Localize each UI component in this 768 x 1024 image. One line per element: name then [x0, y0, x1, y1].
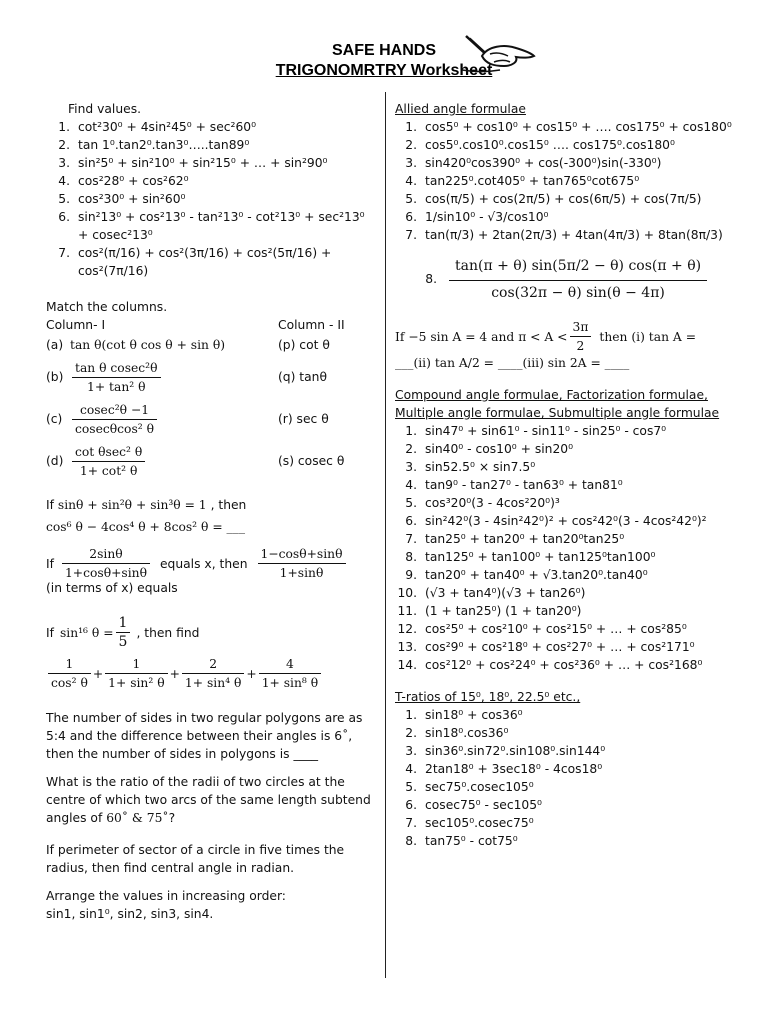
item-text: sin²5⁰ + sin²10⁰ + sin²15⁰ + … + sin²90⁰ [78, 156, 328, 170]
list-item [46, 172, 376, 190]
item-text: tan 1⁰.tan2⁰.tan3⁰…..tan89⁰ [78, 138, 250, 152]
item-text: cos²(π/16) + cos²(3π/16) + cos²(5π/16) + cos²(7π/16) [78, 246, 332, 278]
question-sin-sum: If sinθ + sin²θ + sin³θ = 1 , then [46, 498, 247, 512]
allied-section-title: Allied angle formulae [395, 102, 526, 116]
question-arrange-line2: sin1, sin1⁰, sin2, sin3, sin4. [46, 907, 214, 921]
compound-list [395, 422, 735, 674]
item-text: tan25⁰ + tan20⁰ + tan20⁰tan25⁰ [425, 532, 625, 546]
item-number: 13. [397, 640, 417, 654]
item-text: sin²42⁰(3 - 4sin²42⁰)² + cos²42⁰(3 - 4cos²42⁰)² [425, 514, 707, 528]
item-text: (√3 + tan4⁰)(√3 + tan26⁰) [425, 586, 586, 600]
item-text: cos²9⁰ + cos²18⁰ + cos²27⁰ + … + cos²171⁰ [425, 640, 695, 654]
question-arrange-line1: Arrange the values in increasing order: [46, 889, 286, 903]
item-number: 1. [58, 120, 70, 134]
item-text: sec75⁰.cosec105⁰ [425, 780, 534, 794]
item-text: 2tan18⁰ + 3sec18⁰ - 4cos18⁰ [425, 762, 603, 776]
item-number: 6. [405, 210, 417, 224]
worksheet-subtitle: TRIGONOMRTRY Worksheet [275, 62, 493, 79]
item-text: 1/sin10⁰ - √3/cos10⁰ [425, 210, 549, 224]
match-option-r: (r) sec θ [278, 412, 329, 426]
item-text: sin36⁰.sin72⁰.sin108⁰.sin144⁰ [425, 744, 606, 758]
list-item [46, 136, 376, 154]
question-sector: If perimeter of sector of a circle in five times the radius, then find central angle in radian. [46, 843, 345, 875]
item-text: cos³20⁰(3 - 4cos²20⁰)³ [425, 496, 560, 510]
list-item [395, 548, 735, 566]
tratios-section-title: T-ratios of 15⁰, 18⁰, 22.5⁰ etc., [395, 690, 581, 704]
match-option-p: (p) cot θ [278, 338, 330, 352]
match-option-q: (q) tanθ [278, 370, 327, 384]
item-number: 5. [58, 192, 70, 206]
compound-section-title: Compound angle formulae, Factorization formulae, Multiple angle formulae, Submultiple angle formulae [395, 388, 720, 420]
list-item [395, 832, 735, 850]
item-number: 6. [405, 514, 417, 528]
item-text: tan75⁰ - cot75⁰ [425, 834, 518, 848]
item-text: sin420⁰cos390⁰ + cos(-300⁰)sin(-330⁰) [425, 156, 662, 170]
list-item [395, 566, 735, 584]
item-number: 2. [405, 726, 417, 740]
question-sin16: If sin¹⁶ θ = $\frac{1}{5}$ , then find [46, 615, 200, 650]
list-item [395, 638, 735, 656]
item-number: 12. [397, 622, 417, 636]
match-row-b: (b) $\frac{\text{tan θ cosec²θ}}{\text{1+ tan² θ}}$ [46, 360, 278, 395]
item-text: cos²30⁰ + sin²60⁰ [78, 192, 186, 206]
list-item [395, 814, 735, 832]
list-item [395, 190, 735, 208]
item-number: 1. [405, 708, 417, 722]
list-item [395, 208, 735, 226]
list-item [395, 494, 735, 512]
item-number: 3. [405, 156, 417, 170]
allied-list [395, 118, 735, 244]
item-number: 11. [397, 604, 417, 618]
list-item [46, 118, 376, 136]
item-number: 1. [405, 424, 417, 438]
item-text: cos5⁰.cos10⁰.cos15⁰ …. cos175⁰.cos180⁰ [425, 138, 675, 152]
item-text: cos(π/5) + cos(2π/5) + cos(6π/5) + cos(7π/5) [425, 192, 702, 206]
item-text: tan20⁰ + tan40⁰ + √3.tan20⁰.tan40⁰ [425, 568, 648, 582]
item-text: cos5⁰ + cos10⁰ + cos15⁰ + …. cos175⁰ + cos180⁰ [425, 120, 732, 134]
list-item [395, 602, 735, 620]
item-number: 3. [58, 156, 70, 170]
column-2-heading: Column - II [278, 318, 345, 332]
item-text: sin18⁰ + cos36⁰ [425, 708, 523, 722]
match-expression-a: tan θ(cot θ cos θ + sin θ) [70, 338, 226, 352]
list-item [46, 208, 376, 244]
list-item [395, 760, 735, 778]
item-number: 4. [58, 174, 70, 188]
item-number: 8. [405, 550, 417, 564]
item-number: 7. [405, 228, 417, 242]
item-number: 6. [405, 798, 417, 812]
worksheet-brand-title: SAFE HANDS [331, 42, 436, 59]
find-values-list [46, 118, 376, 280]
item-number: 14. [397, 658, 417, 672]
item-number: 4. [405, 762, 417, 776]
match-option-s: (s) cosec θ [278, 454, 345, 468]
list-item [395, 118, 735, 136]
item-number: 7. [405, 816, 417, 830]
item-text: tan(π/3) + 2tan(2π/3) + 4tan(4π/3) + 8tan(8π/3) [425, 228, 723, 242]
item-number: 4. [405, 478, 417, 492]
item-number: 8. [405, 834, 417, 848]
list-item [395, 172, 735, 190]
item-text: sin18⁰.cos36⁰ [425, 726, 509, 740]
question-sin16-sum: $\frac{1}{\text{cos² θ}}$ + $\frac{1}{\text{1+ sin² θ}}$ + $\frac{2}{\text{1+ sin⁴ θ}}$ + $\frac{4}{\text{1+ sin⁸ θ}}$ [46, 656, 376, 691]
item-text: sec105⁰.cosec75⁰ [425, 816, 534, 830]
tratios-list [395, 706, 735, 850]
item-number: 9. [405, 568, 417, 582]
allied-question-8: 8. $\frac{\tan(\pi + \theta) \sin(5\pi/2 - \theta) \cos(\pi + \theta)}{\cos(32\pi - \theta) \sin(\theta - 4\pi)}$ [395, 252, 735, 305]
list-item [395, 706, 735, 724]
list-item [395, 778, 735, 796]
right-column [395, 100, 735, 850]
item-text: cos²12⁰ + cos²24⁰ + cos²36⁰ + … + cos²168⁰ [425, 658, 703, 672]
list-item [395, 226, 735, 244]
match-title: Match the columns. [46, 300, 168, 314]
item-text: cos²28⁰ + cos²62⁰ [78, 174, 189, 188]
item-number: 4. [405, 174, 417, 188]
list-item [395, 742, 735, 760]
list-item [395, 136, 735, 154]
list-item [395, 476, 735, 494]
match-row-c: (c) $\frac{\text{cosec²θ −1}}{\text{cosecθcos² θ}}$ [46, 402, 278, 437]
match-row-a: (a) tan θ(cot θ cos θ + sin θ) [46, 338, 226, 352]
item-number: 6. [58, 210, 70, 224]
item-number: 3. [405, 460, 417, 474]
list-item [395, 154, 735, 172]
question-equals-x: If $\frac{2\sin\theta}{1+\cos\theta+\sin\theta}$ equals x, then $\frac{1-\cos\theta+\sin\theta}{1+\sin\theta}$ [46, 546, 376, 581]
item-text: (1 + tan25⁰) (1 + tan20⁰) [425, 604, 582, 618]
question-tan-a-parts: ___(ii) tan A/2 = ____(iii) sin 2A = ____ [395, 356, 630, 370]
item-text: sin40⁰ - cos10⁰ + sin20⁰ [425, 442, 574, 456]
item-text: sin²13⁰ + cos²13⁰ - tan²13⁰ - cot²13⁰ + sec²13⁰ + cosec²13⁰ [78, 210, 365, 242]
item-number: 5. [405, 496, 417, 510]
find-values-title: Find values. [68, 102, 142, 116]
item-number: 10. [397, 586, 417, 600]
item-text: tan225⁰.cot405⁰ + tan765⁰cot675⁰ [425, 174, 640, 188]
list-item [46, 244, 376, 280]
column-1-heading: Column- I [46, 318, 106, 332]
item-text: sin47⁰ + sin61⁰ - sin11⁰ - sin25⁰ - cos7⁰ [425, 424, 667, 438]
list-item [46, 190, 376, 208]
question-polygons: The number of sides in two regular polygons are as 5:4 and the difference between their angles is 6˚, then the number of sides in polygons is ____ [46, 711, 363, 761]
item-number: 1. [405, 120, 417, 134]
writing-hand-icon [460, 32, 540, 74]
item-text: cosec75⁰ - sec105⁰ [425, 798, 542, 812]
item-number: 5. [405, 192, 417, 206]
item-number: 5. [405, 780, 417, 794]
list-item [395, 512, 735, 530]
list-item [395, 724, 735, 742]
list-item [395, 458, 735, 476]
item-number: 2. [405, 138, 417, 152]
question-tan-a: If −5 sin A = 4 and π < A < $\frac{3\pi}{2}$ then (i) tan A = [395, 320, 697, 353]
item-number: 2. [405, 442, 417, 456]
list-item [395, 796, 735, 814]
item-text: cot²30⁰ + 4sin²45⁰ + sec²60⁰ [78, 120, 257, 134]
item-text: cos²5⁰ + cos²10⁰ + cos²15⁰ + … + cos²85⁰ [425, 622, 687, 636]
item-number: 3. [405, 744, 417, 758]
list-item [395, 584, 735, 602]
item-text: tan9⁰ - tan27⁰ - tan63⁰ + tan81⁰ [425, 478, 623, 492]
list-item [395, 440, 735, 458]
list-item [395, 656, 735, 674]
list-item [46, 154, 376, 172]
list-item [395, 620, 735, 638]
column-divider [385, 92, 386, 978]
item-text: tan125⁰ + tan100⁰ + tan125⁰tan100⁰ [425, 550, 656, 564]
question-cos-expression: cos⁶ θ − 4cos⁴ θ + 8cos² θ = ___ [46, 520, 245, 534]
item-number: 2. [58, 138, 70, 152]
list-item [395, 530, 735, 548]
question-equals-x-tail: (in terms of x) equals [46, 581, 178, 595]
match-row-d: (d) $\frac{\text{cot θsec² θ}}{\text{1+ cot² θ}}$ [46, 444, 278, 479]
item-text: sin52.5⁰ × sin7.5⁰ [425, 460, 536, 474]
question-radii: What is the ratio of the radii of two circles at the centre of which two arcs of the same length subtend angles of 60˚ & 75˚? [46, 775, 371, 825]
item-number: 7. [58, 246, 70, 260]
left-column [46, 100, 376, 923]
list-item [395, 422, 735, 440]
item-number: 7. [405, 532, 417, 546]
